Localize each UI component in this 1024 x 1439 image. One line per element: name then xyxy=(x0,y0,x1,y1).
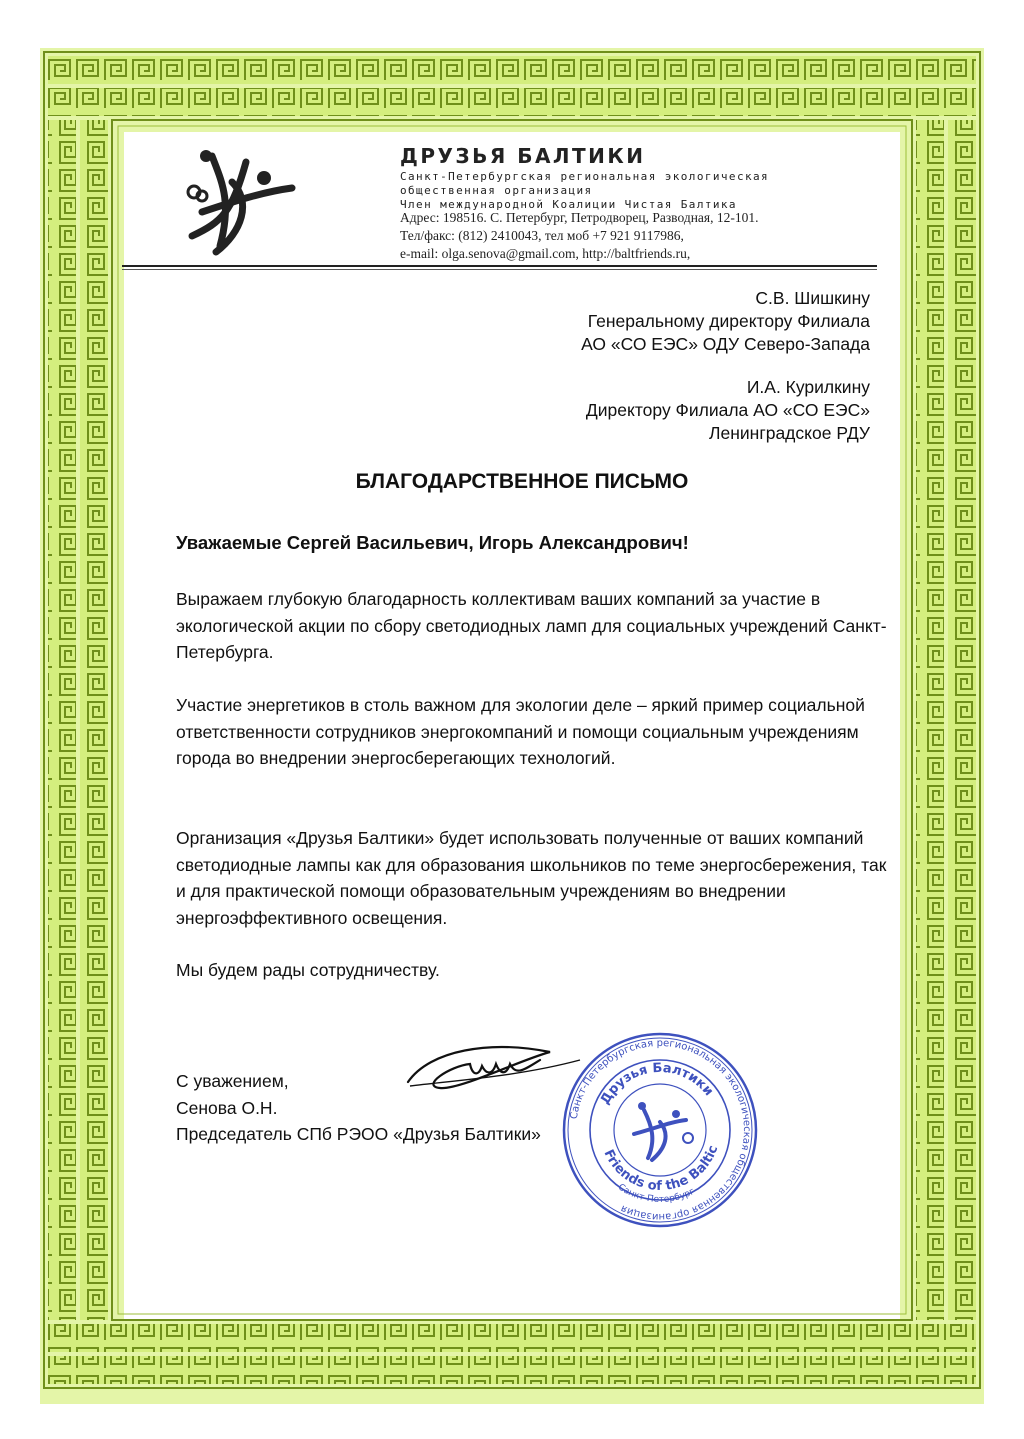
addressee-1-name: С.В. Шишкину xyxy=(755,288,870,308)
letter-title: БЛАГОДАРСТВЕННОЕ ПИСЬМО xyxy=(355,470,689,493)
organization-stamp xyxy=(560,1030,760,1230)
paragraph-2: Участие энергетиков в столь важном для экологии деле – яркий пример социальной ответственности сотрудников энергокомпаний и помощи социальным учреждениям города во внедрении энергосберегающих технологий. xyxy=(176,695,865,768)
letterhead-divider-thin xyxy=(122,269,877,270)
addressee-1-org: АО «СО ЕЭС» ОДУ Северо-Запада xyxy=(581,334,870,354)
stamp-city: Санкт-Петербург xyxy=(615,1182,697,1206)
addressee-1-position: Генеральному директору Филиала xyxy=(587,311,870,331)
signer-name: Сенова О.Н. xyxy=(176,1097,278,1118)
stamp-outer-text: Санкт-Петербургская региональная экологическая общественная организация xyxy=(568,1037,753,1223)
org-subtitle-line-1: Санкт-Петербургская региональная экологическая xyxy=(400,170,770,183)
stamp-name-ru: Друзья Балтики xyxy=(597,1060,717,1108)
stamp-name-en: Friends of the Baltic xyxy=(600,1143,722,1195)
addressee-2-org: Ленинградское РДУ xyxy=(709,423,870,443)
org-phone: Тел/факс: (812) 2410043, тел моб +7 921 9117986, xyxy=(400,228,684,243)
addressee-2-name: И.А. Курилкину xyxy=(746,377,870,397)
closing-regards: С уважением, xyxy=(176,1071,289,1091)
salutation: Уважаемые Сергей Васильевич, Игорь Александрович! xyxy=(176,532,689,553)
addressee-2-position: Директору Филиала АО «СО ЕЭС» xyxy=(585,400,870,420)
org-address: Адрес: 198516. С. Петербург, Петродворец, Разводная, 12-101. xyxy=(400,210,759,225)
signer-title: Председатель СПб РЭОО «Друзья Балтики» xyxy=(176,1124,541,1144)
addressee-block-1 xyxy=(581,287,870,356)
org-subtitle-line-2: общественная организация xyxy=(400,184,593,197)
org-email: e-mail: olga.senova@gmail.com, http://baltfriends.ru, xyxy=(400,246,691,261)
org-name: ДРУЗЬЯ БАЛТИКИ xyxy=(400,144,646,168)
org-subtitle-line-3: Член международной Коалиции Чистая Балтика xyxy=(400,198,737,211)
paragraph-4: Мы будем рады сотрудничеству. xyxy=(176,960,440,980)
paragraph-3: Организация «Друзья Балтики» будет использовать полученные от ваших компаний светодиодные лампы как для образования школьников по теме энергосбережения, так и для практической помощи образовательным учреждениям во внедрении энергоэффективного освещения. xyxy=(176,828,887,928)
paragraph-1: Выражаем глубокую благодарность коллективам ваших компаний за участие в экологической акции по сбору светодиодных ламп для социальных учреждений Санкт-Петербурга. xyxy=(176,589,887,662)
addressee-block-2 xyxy=(586,376,870,445)
letterhead-divider xyxy=(122,265,877,267)
friends-of-baltic-logo-icon xyxy=(172,142,300,264)
